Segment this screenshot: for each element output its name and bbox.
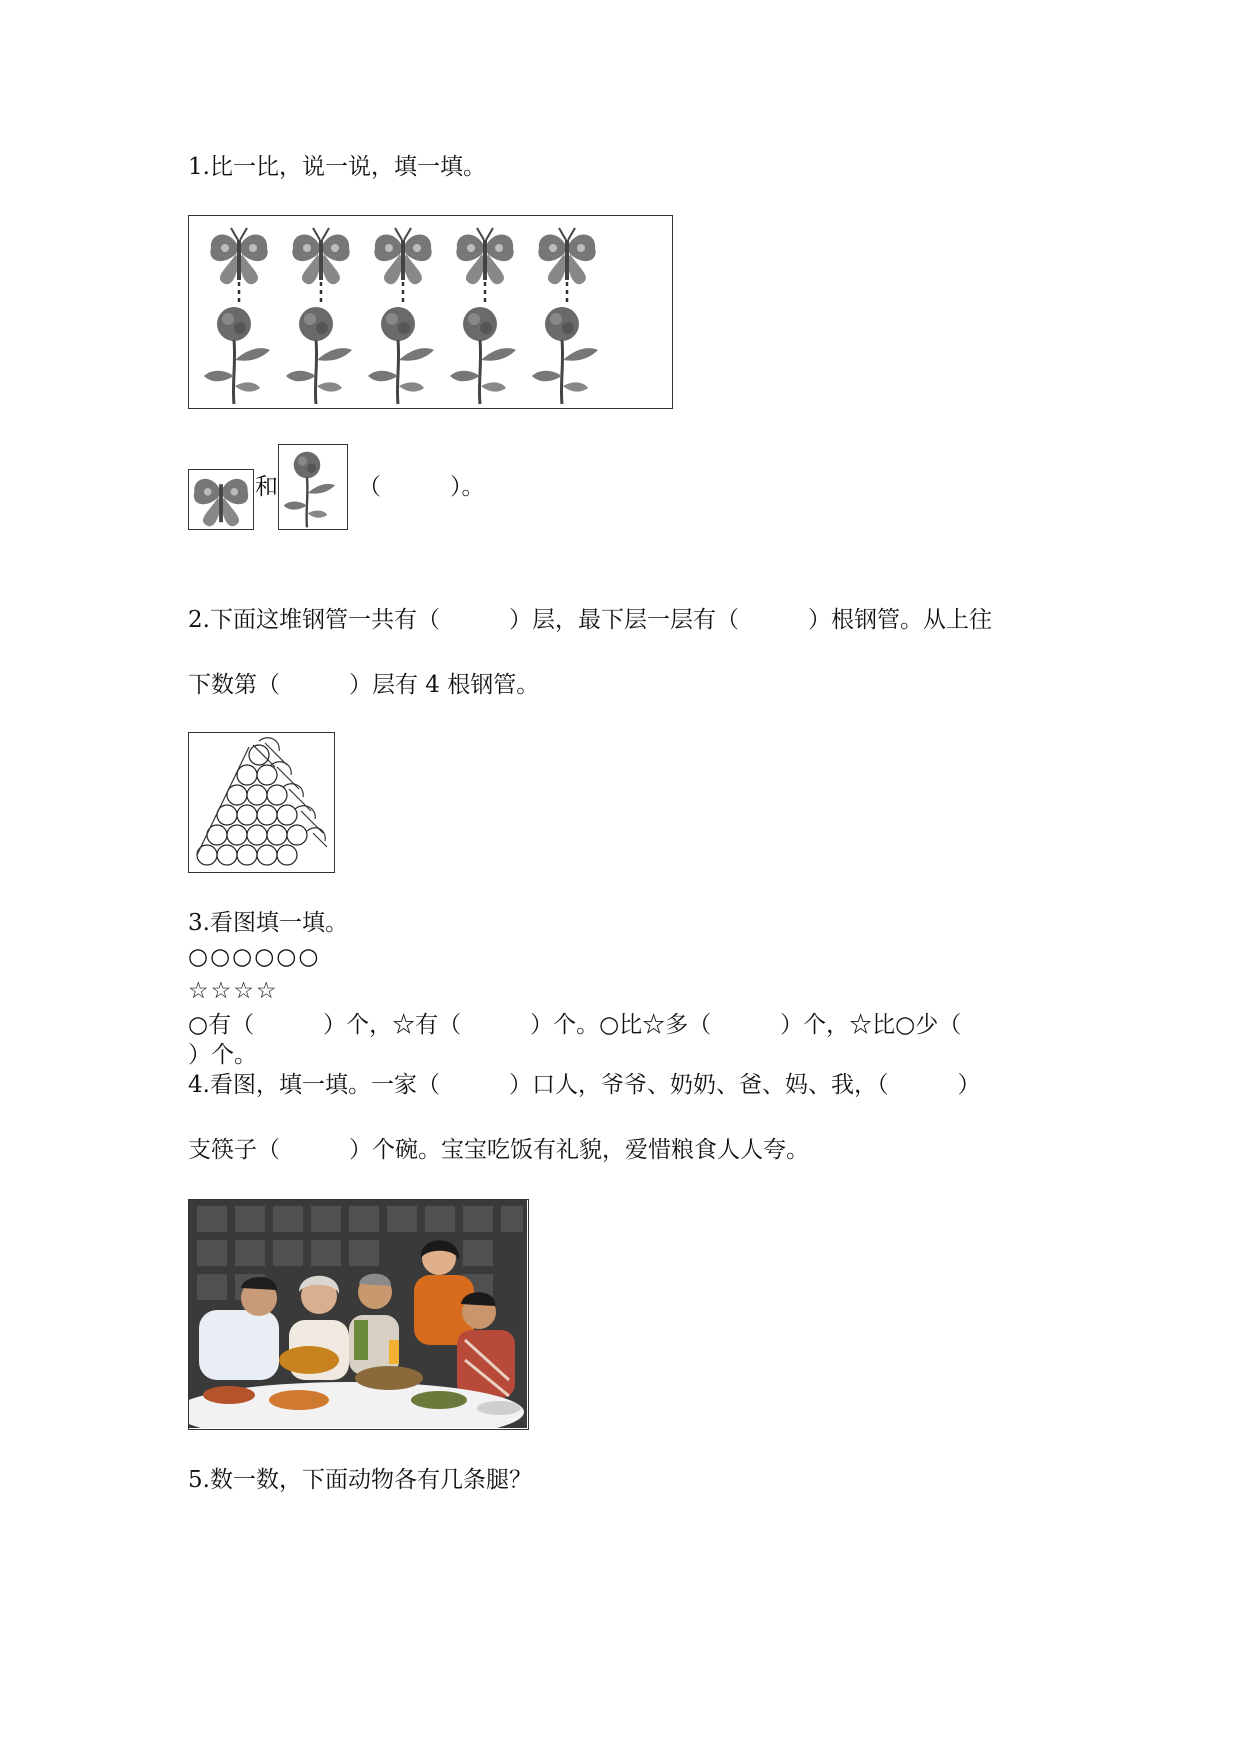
q3-stars-row: ☆☆☆☆ <box>188 978 279 1004</box>
butterfly-icon <box>538 228 595 284</box>
q2-line2: 下数第（ ）层有 4 根钢管。 <box>188 672 540 698</box>
butterfly-icon <box>456 228 513 284</box>
flower-icon <box>368 307 434 404</box>
butterfly-icon <box>374 228 431 284</box>
q1-connector: 和 <box>255 474 278 500</box>
q3-fill-line1: ○有（ ）个，☆有（ ）个。○比☆多（ ）个，☆比○少（ <box>188 1012 962 1038</box>
butterfly-icon <box>292 228 349 284</box>
butterfly-flower-figure <box>188 215 673 409</box>
butterfly-icon <box>210 228 267 284</box>
q4-line1: 4.看图，填一填。一家（ ）口人，爷爷、奶奶、爸、妈、我，（ ） <box>188 1072 981 1098</box>
q3-prompt: 3.看图填一填。 <box>188 910 348 936</box>
flower-box <box>278 444 348 530</box>
butterfly-box <box>188 469 254 530</box>
flower-icon <box>450 307 516 404</box>
family-dinner-photo <box>188 1199 529 1430</box>
flower-icon <box>284 452 335 528</box>
q5-prompt: 5.数一数，下面动物各有几条腿？ <box>188 1467 532 1493</box>
flower-icon <box>286 307 352 404</box>
q3-fill-line2: ）个。 <box>188 1042 257 1068</box>
q4-line2: 支筷子（ ）个碗。宝宝吃饭有礼貌，爱惜粮食人人夸。 <box>188 1137 809 1163</box>
q1-answer-blank: （ ）。 <box>358 474 485 500</box>
flower-icon <box>532 307 598 404</box>
butterfly-icon <box>194 479 248 526</box>
steel-pipes-figure <box>188 732 335 873</box>
q3-circles-row: ○○○○○○ <box>188 944 321 970</box>
q1-prompt: 1.比一比，说一说，填一填。 <box>188 154 486 180</box>
q2-line1: 2.下面这堆钢管一共有（ ）层，最下层一层有（ ）根钢管。从上往 <box>188 607 992 633</box>
flower-icon <box>204 307 270 404</box>
